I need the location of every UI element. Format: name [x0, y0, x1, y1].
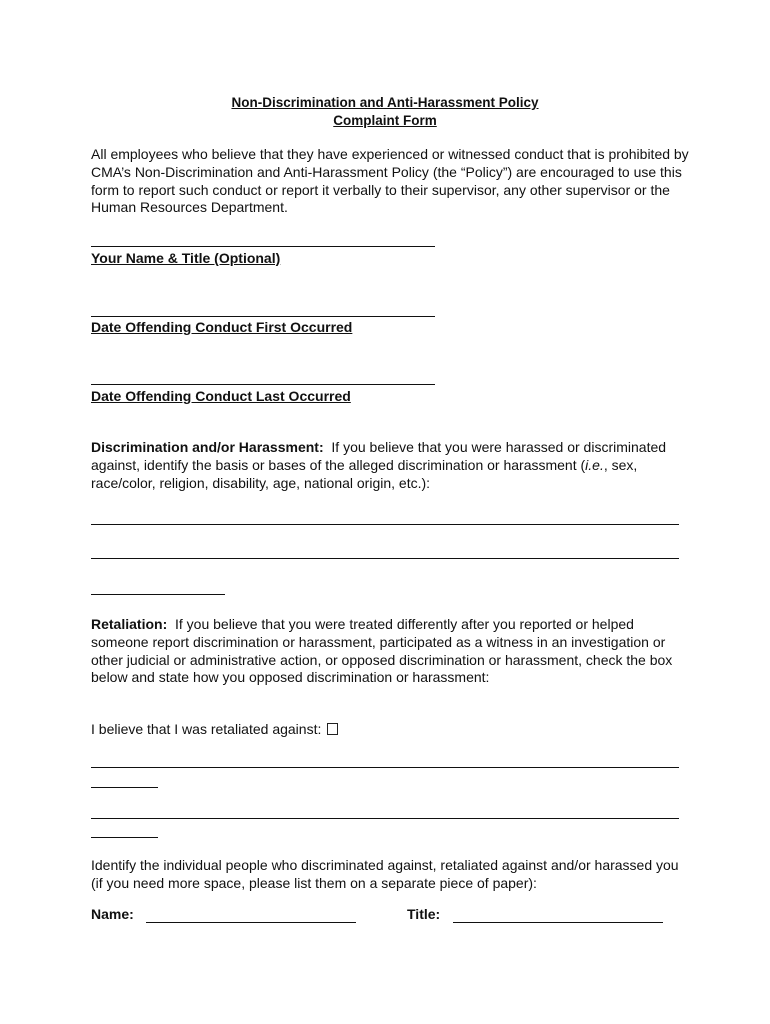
- last-occurred-signature-line: [91, 384, 435, 385]
- form-subtitle: Complaint Form: [333, 113, 437, 128]
- retaliation-checkbox[interactable]: [327, 723, 338, 735]
- individuals-paragraph: Identify the individual people who discriminated against, retaliated against and/or harassed you (if you need more space, please list them on a separate piece of paper):: [91, 857, 679, 891]
- discrimination-heading: Discrimination and/or Harassment:: [91, 439, 324, 455]
- offender-title-label: Title:: [407, 906, 441, 922]
- offender-title-input[interactable]: [453, 906, 663, 923]
- discrimination-text: If you believe that you were harassed or discriminated against, identify the basis or bases of the alleged discrimination or harassment (: [91, 439, 667, 473]
- intro-paragraph: All employees who believe that they have experienced or witnessed conduct that is prohibited by CMA’s Non-Discrimination and Anti-Harassment Policy (the “Policy”) are encouraged to use this form to report such conduct or report it verbally to their supervisor, any other supervisor or the Human Resources Department.: [91, 146, 689, 216]
- first-occurred-label: Date Offending Conduct First Occurred: [91, 319, 353, 335]
- retaliation-answer-line[interactable]: [91, 787, 158, 788]
- retaliation-answer-line[interactable]: [91, 818, 679, 819]
- discrimination-text-end: , sex, race/color, religion, disability, age, national origin, etc.):: [91, 456, 638, 491]
- retaliation-heading: Retaliation:: [91, 616, 168, 632]
- name-title-input[interactable]: [91, 229, 435, 245]
- discrimination-answer-line[interactable]: [91, 524, 679, 525]
- retaliation-checkbox-label: I believe that I was retaliated against:: [91, 721, 322, 737]
- offender-name-input[interactable]: [146, 906, 356, 923]
- retaliation-answer-line[interactable]: [91, 837, 158, 838]
- first-occurred-signature-line: [91, 316, 435, 317]
- name-title-signature-line: [91, 246, 435, 247]
- retaliation-paragraph: [91, 616, 691, 687]
- discrimination-answer-line[interactable]: [91, 558, 679, 559]
- last-occurred-input[interactable]: [91, 367, 435, 383]
- discrimination-ie: i.e.: [585, 456, 604, 473]
- offender-name-label: Name:: [91, 906, 134, 922]
- retaliation-answer-line[interactable]: [91, 767, 679, 768]
- form-title: Non-Discrimination and Anti-Harassment Policy: [231, 95, 539, 110]
- retaliation-checkbox-row: [91, 721, 691, 739]
- offender-row: [91, 906, 691, 926]
- first-occurred-input[interactable]: [91, 299, 435, 315]
- discrimination-answer-line[interactable]: [91, 594, 225, 595]
- retaliation-text: If you believe that you were treated differently after you reported or helped someone report discrimination or harassment, participated as a witness in an investigation or other judicial or administrative action, or opposed discrimination or harassment, check the box below and state how you opposed discrimination or harassment:: [91, 616, 673, 686]
- name-title-label: Your Name & Title (Optional): [91, 250, 281, 266]
- discrimination-paragraph: [91, 439, 691, 492]
- last-occurred-label: Date Offending Conduct Last Occurred: [91, 388, 351, 404]
